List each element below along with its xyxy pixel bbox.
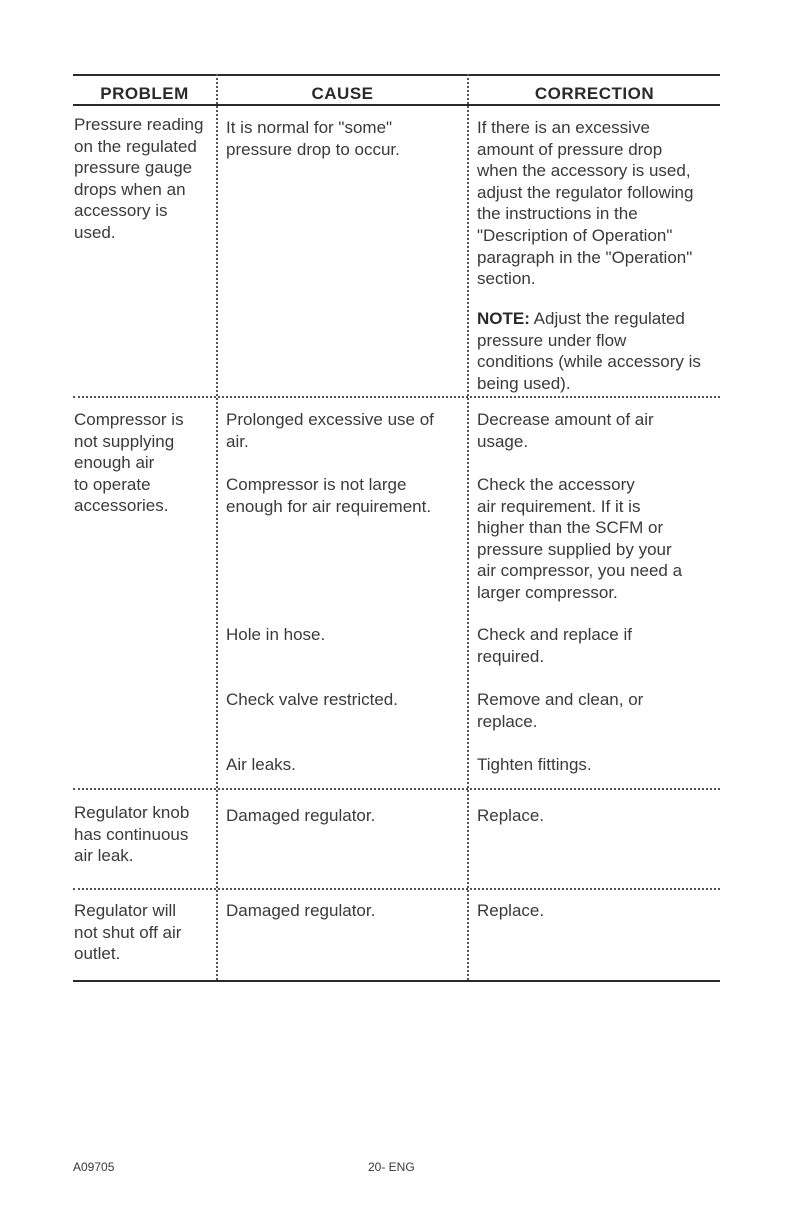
note-label: NOTE: <box>477 309 530 328</box>
header-correction: CORRECTION <box>534 84 655 103</box>
table-bottom-rule <box>73 980 720 982</box>
row-divider <box>73 396 720 398</box>
table-top-rule <box>73 74 720 76</box>
cause-text: Damaged regulator. <box>226 901 376 920</box>
correction-text: Replace. <box>477 901 545 920</box>
problem-text: Regulator knob has continuous air leak. <box>74 803 190 866</box>
correction-text: Replace. <box>477 806 545 825</box>
cause-text: Prolonged excessive use of air. <box>226 410 434 451</box>
cause-text: Damaged regulator. <box>226 806 376 825</box>
cause-text: Compressor is not large enough for air requirement. <box>226 475 432 516</box>
cause-text: It is normal for "some" pressure drop to occur. <box>226 118 400 159</box>
cause-text: Check valve restricted. <box>226 690 398 709</box>
troubleshooting-table <box>73 74 720 982</box>
header-problem: PROBLEM <box>100 84 189 103</box>
correction-text: Decrease amount of air usage. <box>477 410 654 451</box>
row-divider <box>73 888 720 890</box>
correction-text: If there is an excessive amount of pressure drop when the accessory is used, adjust the regulator following the instructions in the "Description of Operation" paragraph in the "Operation" section. <box>477 118 694 289</box>
row-divider <box>73 788 720 790</box>
correction-text: Remove and clean, or replace. <box>477 690 644 731</box>
correction-text: Check and replace if required. <box>477 625 632 666</box>
note-text: Adjust the regulated pressure under flow conditions (while accessory is being used). <box>477 309 701 393</box>
column-divider <box>216 74 218 980</box>
correction-text: Check the accessory air requirement. If it is higher than the SCFM or pressure supplied by your air compressor, you need a larger compressor. <box>477 475 683 602</box>
cause-text: Air leaks. <box>226 755 296 774</box>
correction-text: Tighten fittings. <box>477 755 592 774</box>
header-bottom-rule <box>73 104 720 106</box>
problem-text: Regulator will not shut off air outlet. <box>74 901 182 964</box>
header-cause: CAUSE <box>311 84 374 103</box>
cause-text: Hole in hose. <box>226 625 326 644</box>
problem-text: Compressor is not supplying enough air to operate accessories. <box>74 410 184 516</box>
document-code: A09705 <box>73 1160 115 1174</box>
note-paragraph <box>477 308 701 394</box>
problem-text: Pressure reading on the regulated pressure gauge drops when an accessory is used. <box>74 115 204 242</box>
column-divider <box>467 74 469 980</box>
page-number: 20- ENG <box>368 1160 415 1174</box>
